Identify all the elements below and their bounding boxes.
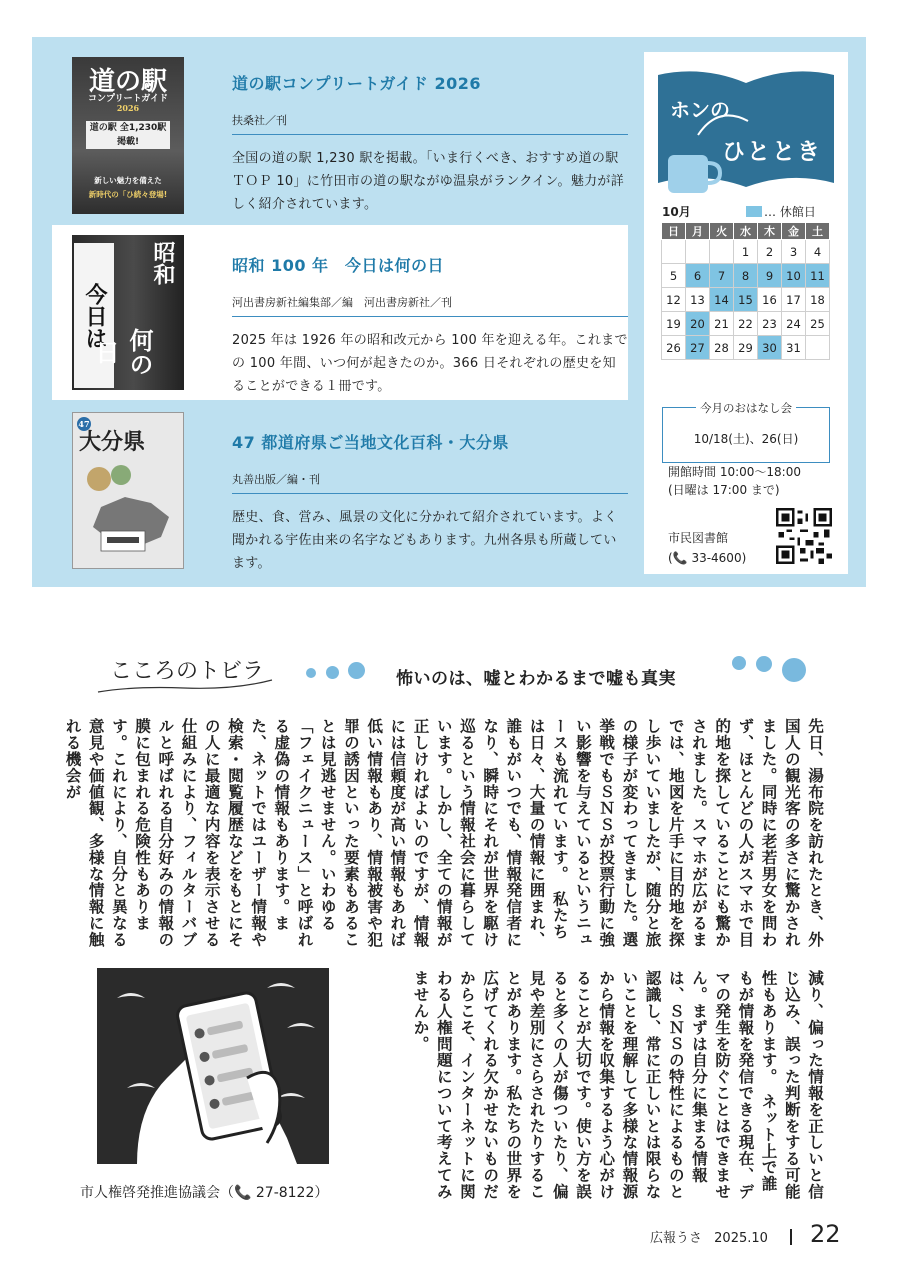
calendar-day: 11 — [806, 264, 830, 288]
calendar-day — [686, 240, 710, 264]
book-title: 道の駅コンプリートガイド 2026 — [232, 74, 482, 93]
calendar-day: 12 — [662, 288, 686, 312]
calendar-day: 19 — [662, 312, 686, 336]
cover-title: 道の駅 — [88, 67, 167, 97]
column-credit: 市人権啓発推進協議会（📞 27-8122） — [80, 1185, 329, 1201]
cover-subtitle: 今日は — [74, 243, 114, 388]
logo-text: こころのトビラ — [110, 659, 265, 684]
book-item — [52, 225, 628, 400]
page-number: 22 — [810, 1220, 841, 1248]
book-publisher: 河出書房新社編集部／編 河出書房新社／刊 — [232, 294, 628, 317]
calendar-week-row — [662, 288, 830, 312]
weekday-header: 木 — [758, 223, 782, 240]
book-cover-image — [72, 235, 184, 390]
weekday-header: 日 — [662, 223, 686, 240]
calendar-day: 28 — [710, 336, 734, 360]
calendar-day: 24 — [782, 312, 806, 336]
calendar-day: 16 — [758, 288, 782, 312]
book-title: 昭和 100 年 今日は何の日 — [232, 256, 445, 275]
book-cover-image — [72, 57, 184, 214]
dot-icon — [326, 666, 339, 679]
opening-hours — [668, 463, 801, 499]
weekday-header: 火 — [710, 223, 734, 240]
calendar-day: 18 — [806, 288, 830, 312]
library-info-card — [644, 52, 848, 574]
book-description: 2025 年は 1926 年の昭和改元から 100 年を迎える年。これまでの 100 年間、いつ何が起きたのか。366 日それぞれの歴史を知ることができる１冊です。 — [232, 333, 628, 394]
badge-line1: ホンの — [670, 98, 730, 122]
calendar-day: 23 — [758, 312, 782, 336]
cover-tagline-2: 新時代の「ひ続々登場! — [88, 190, 168, 199]
calendar-day: 21 — [710, 312, 734, 336]
dot-icon — [348, 662, 365, 679]
calendar-day: 20 — [686, 312, 710, 336]
book-title: 47 都道府県ご当地文化百科・大分県 — [232, 433, 509, 452]
calendar-day: 22 — [734, 312, 758, 336]
smartphone-illustration — [97, 968, 329, 1164]
calendar-day: 29 — [734, 336, 758, 360]
legend-label: … 休館日 — [764, 205, 816, 219]
oita-map-graphic — [81, 457, 177, 557]
cover-title: 大分県 — [79, 429, 146, 455]
calendar-day: 31 — [782, 336, 806, 360]
calendar-day: 25 — [806, 312, 830, 336]
column-heading: 怖いのは、嘘とわかるまで嘘も真実 — [396, 669, 676, 689]
calendar-header — [662, 203, 832, 220]
page-footer — [650, 1227, 768, 1246]
story-time-box — [662, 401, 830, 463]
calendar-day: 27 — [686, 336, 710, 360]
calendar-day: 17 — [782, 288, 806, 312]
calendar-day: 5 — [662, 264, 686, 288]
calendar-month: 10月 — [662, 205, 691, 219]
footer-divider — [790, 1229, 792, 1245]
calendar-week-row — [662, 336, 830, 360]
badge-line2: ひととき — [722, 139, 822, 165]
column-body-upper: 先日、湯布院を訪れたとき、外国人の観光客の多さに驚かされました。同時に老若男女を問わず、ほとんどの人がスマホで目的地を探していることにも驚かされました。スマホが広がるまでは、地図を片手に目的地を探し歩いていましたが、随分と旅の様子が変わってきました。選挙戦でもＳＮＳが投票行動に強い影響を与えているというニュースも流れています。 私たちは日々、大量の情報に囲まれ、誰もがいつでも、情報発信者になり、瞬時にそれが世界を駆け巡るという情報社会に暮らしています。しかし、全ての情報が正しければよいのですが、情報には信頼度が高い情報もあれば低い情報もあり、情報被害や犯罪の誘因といった要素もあることは見逃せません。いわゆる「フェイクニュース」と呼ばれる虚偽の情報もあります。また、ネットではユーザー情報や検索・閲覧履歴などをもとにその人に最適な内容を表示させる仕組みにより、フィルターバブルと呼ばれる自分好みの情報の膜に包まれる危険性もあります。これにより、自分と異なる意見や価値観、多様な情報に触れる機会が — [63, 718, 824, 948]
dot-icon — [306, 668, 316, 678]
calendar-week-row — [662, 264, 830, 288]
book-item — [32, 37, 628, 227]
hours-note: (日曜は 17:00 まで) — [668, 483, 780, 497]
weekday-header: 土 — [806, 223, 830, 240]
book-info — [232, 253, 628, 398]
book-description: 歴史、食、営み、風景の文化に分かれて紹介されています。よく聞かれる宇佐由来の名字などもあります。九州各県も所蔵しています。 — [232, 510, 618, 571]
weekday-header: 金 — [782, 223, 806, 240]
cover-tagline: 新しい魅力を備えた — [94, 176, 162, 185]
calendar-day: 3 — [782, 240, 806, 264]
dot-icon — [732, 656, 746, 670]
calendar-day — [710, 240, 734, 264]
story-caption: 今月のおはなし会 — [696, 401, 796, 415]
calendar-day: 6 — [686, 264, 710, 288]
book-publisher: 扶桑社／刊 — [232, 112, 628, 135]
hours-line: 開館時間 10:00～18:00 — [668, 465, 801, 479]
calendar-day: 15 — [734, 288, 758, 312]
cover-year: 2026 — [116, 103, 140, 113]
calendar-day: 8 — [734, 264, 758, 288]
calendar-day: 7 — [710, 264, 734, 288]
book-info — [232, 71, 628, 216]
library-phone: (📞 33-4600) — [668, 551, 747, 565]
weekday-header: 水 — [734, 223, 758, 240]
issue-date: 2025.10 — [714, 1231, 768, 1246]
story-dates: 10/18(土)、26(日) — [693, 432, 799, 446]
calendar-day: 2 — [758, 240, 782, 264]
cover-title: 昭和 — [150, 241, 176, 285]
calendar-day: 26 — [662, 336, 686, 360]
library-contact — [668, 528, 746, 568]
calendar-day: 14 — [710, 288, 734, 312]
calendar-day: 30 — [758, 336, 782, 360]
column-body-lower: 減り、偏った情報を正しいと信じ込み、誤った判断をする可能性もあります。 ネット上で誰もが情報を発信できる現在、デマの発生を防ぐことはできません。まずは自分に集まる情報は、ＳＮＳの特性によるものと認識し、常に正しいとは限らないことを理解して多様な情報源から情報を収集するよう心がけることが大切です。使い方を誤ると多くの人が傷ついたり、偏見や差別にさらされたりすることがあります。私たちの世界を広げてくれる欠かせないものだからこそ、インターネットに関わる人権問題について考えてみませんか。 — [411, 970, 824, 1200]
calendar-table — [661, 222, 830, 360]
library-name: 市民図書館 — [668, 531, 729, 545]
calendar-week-row — [662, 240, 830, 264]
calendar-body — [662, 240, 830, 360]
book-description: 全国の道の駅 1,230 駅を掲載。「いま行くべき、おすすめ道の駅ＴＯＰ 10」に竹田市の道の駅ながゆ温泉がランクイン。魅力が詳しく紹介されています。 — [232, 151, 625, 212]
calendar-week-row — [662, 312, 830, 336]
calendar-day: 10 — [782, 264, 806, 288]
weekday-header: 月 — [686, 223, 710, 240]
calendar-day: 13 — [686, 288, 710, 312]
dot-icon — [756, 656, 772, 672]
book-info — [232, 430, 628, 575]
cover-subtitle-2: 何の日 — [91, 328, 154, 376]
publication-name: 広報うさ — [650, 1231, 703, 1246]
closed-swatch-icon — [746, 206, 762, 217]
book-item — [32, 400, 628, 587]
story-caption-wrap — [663, 400, 829, 416]
book-cover-image — [72, 412, 184, 569]
book-publisher: 丸善出版／編・刊 — [232, 471, 628, 494]
cover-callout: 道の駅 全1,230駅掲載! — [86, 121, 170, 149]
calendar-day: 1 — [734, 240, 758, 264]
calendar-day — [806, 336, 830, 360]
cover-number: 47 — [78, 419, 90, 429]
qr-code-icon[interactable] — [776, 508, 832, 564]
calendar-day: 9 — [758, 264, 782, 288]
calendar-legend — [746, 203, 816, 220]
hon-no-hitotoki-badge — [658, 65, 834, 201]
calendar-weekday-row — [662, 223, 830, 240]
dot-icon — [782, 658, 806, 682]
calendar-day — [662, 240, 686, 264]
calendar-day: 4 — [806, 240, 830, 264]
cover-subtitle: コンプリートガイド — [87, 94, 169, 104]
